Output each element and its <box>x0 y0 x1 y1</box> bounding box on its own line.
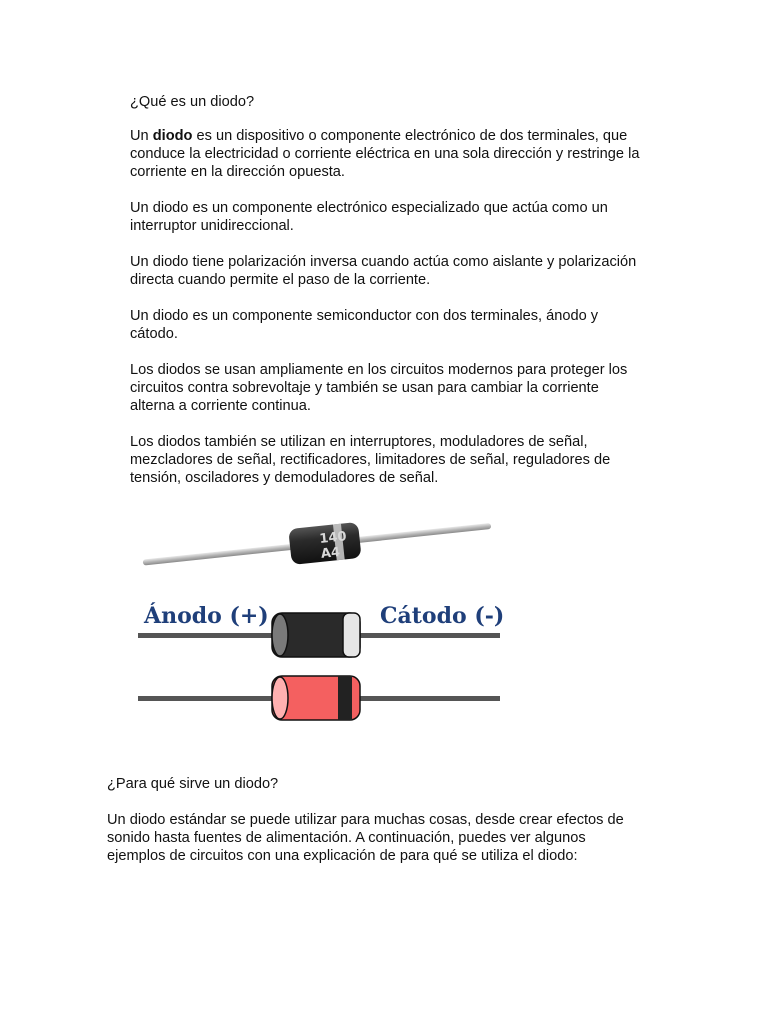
photo-diode <box>141 515 493 580</box>
paragraph-standard-diode: Un diodo estándar se puede utilizar para muchas cosas, desde crear efectos de sonido hasta fuentes de alimentación. A continuación, puedes ver algunos ejemplos de circuitos con una explicación de para qué se utiliza el diodo: <box>107 812 624 864</box>
photo-diode-marking-top: 140 <box>318 529 348 547</box>
paragraph-terminals: Un diodo es un componente semiconductor con dos terminales, ánodo y cátodo. <box>130 308 599 342</box>
cathode-label: Cátodo (-) <box>380 603 505 629</box>
anode-label: Ánodo (+) <box>144 603 269 629</box>
heading-what-is-diode: ¿Qué es un diodo? <box>130 94 255 110</box>
red-diode <box>138 676 500 720</box>
black-diode-cathode-band <box>343 613 360 657</box>
paragraph-unidirectional: Un diodo es un componente electrónico especializado que actúa como un interruptor unidireccional. <box>130 200 608 234</box>
photo-diode-marking-bottom: A4 <box>320 544 341 562</box>
heading-what-is-it-for: ¿Para qué sirve un diodo? <box>107 776 279 792</box>
paragraph-polarization: Un diodo tiene polarización inversa cuando actúa como aislante y polarización directa cuando permite el paso de la corriente. <box>130 254 637 288</box>
red-diode-cathode-band <box>338 676 352 720</box>
term-diodo: diodo <box>152 128 193 144</box>
paragraph-definition: Un diodo es un dispositivo o componente electrónico de dos terminales, que conduce la electricidad o corriente eléctrica en una sola dirección y restringe la corriente en la dirección opuesta. <box>130 128 640 180</box>
red-diode-end-cap <box>272 677 288 719</box>
diode-illustration <box>130 515 510 730</box>
black-diode-end-cap <box>272 614 288 656</box>
paragraph-uses: Los diodos se usan ampliamente en los circuitos modernos para proteger los circuitos contra sobrevoltaje y también se usan para cambiar la corriente alterna a corriente continua. <box>130 362 628 414</box>
paragraph-applications: Los diodos también se utilizan en interruptores, moduladores de señal, mezcladores de señal, rectificadores, limitadores de señal, reguladores de tensión, osciladores y demoduladores de señal. <box>130 434 611 486</box>
